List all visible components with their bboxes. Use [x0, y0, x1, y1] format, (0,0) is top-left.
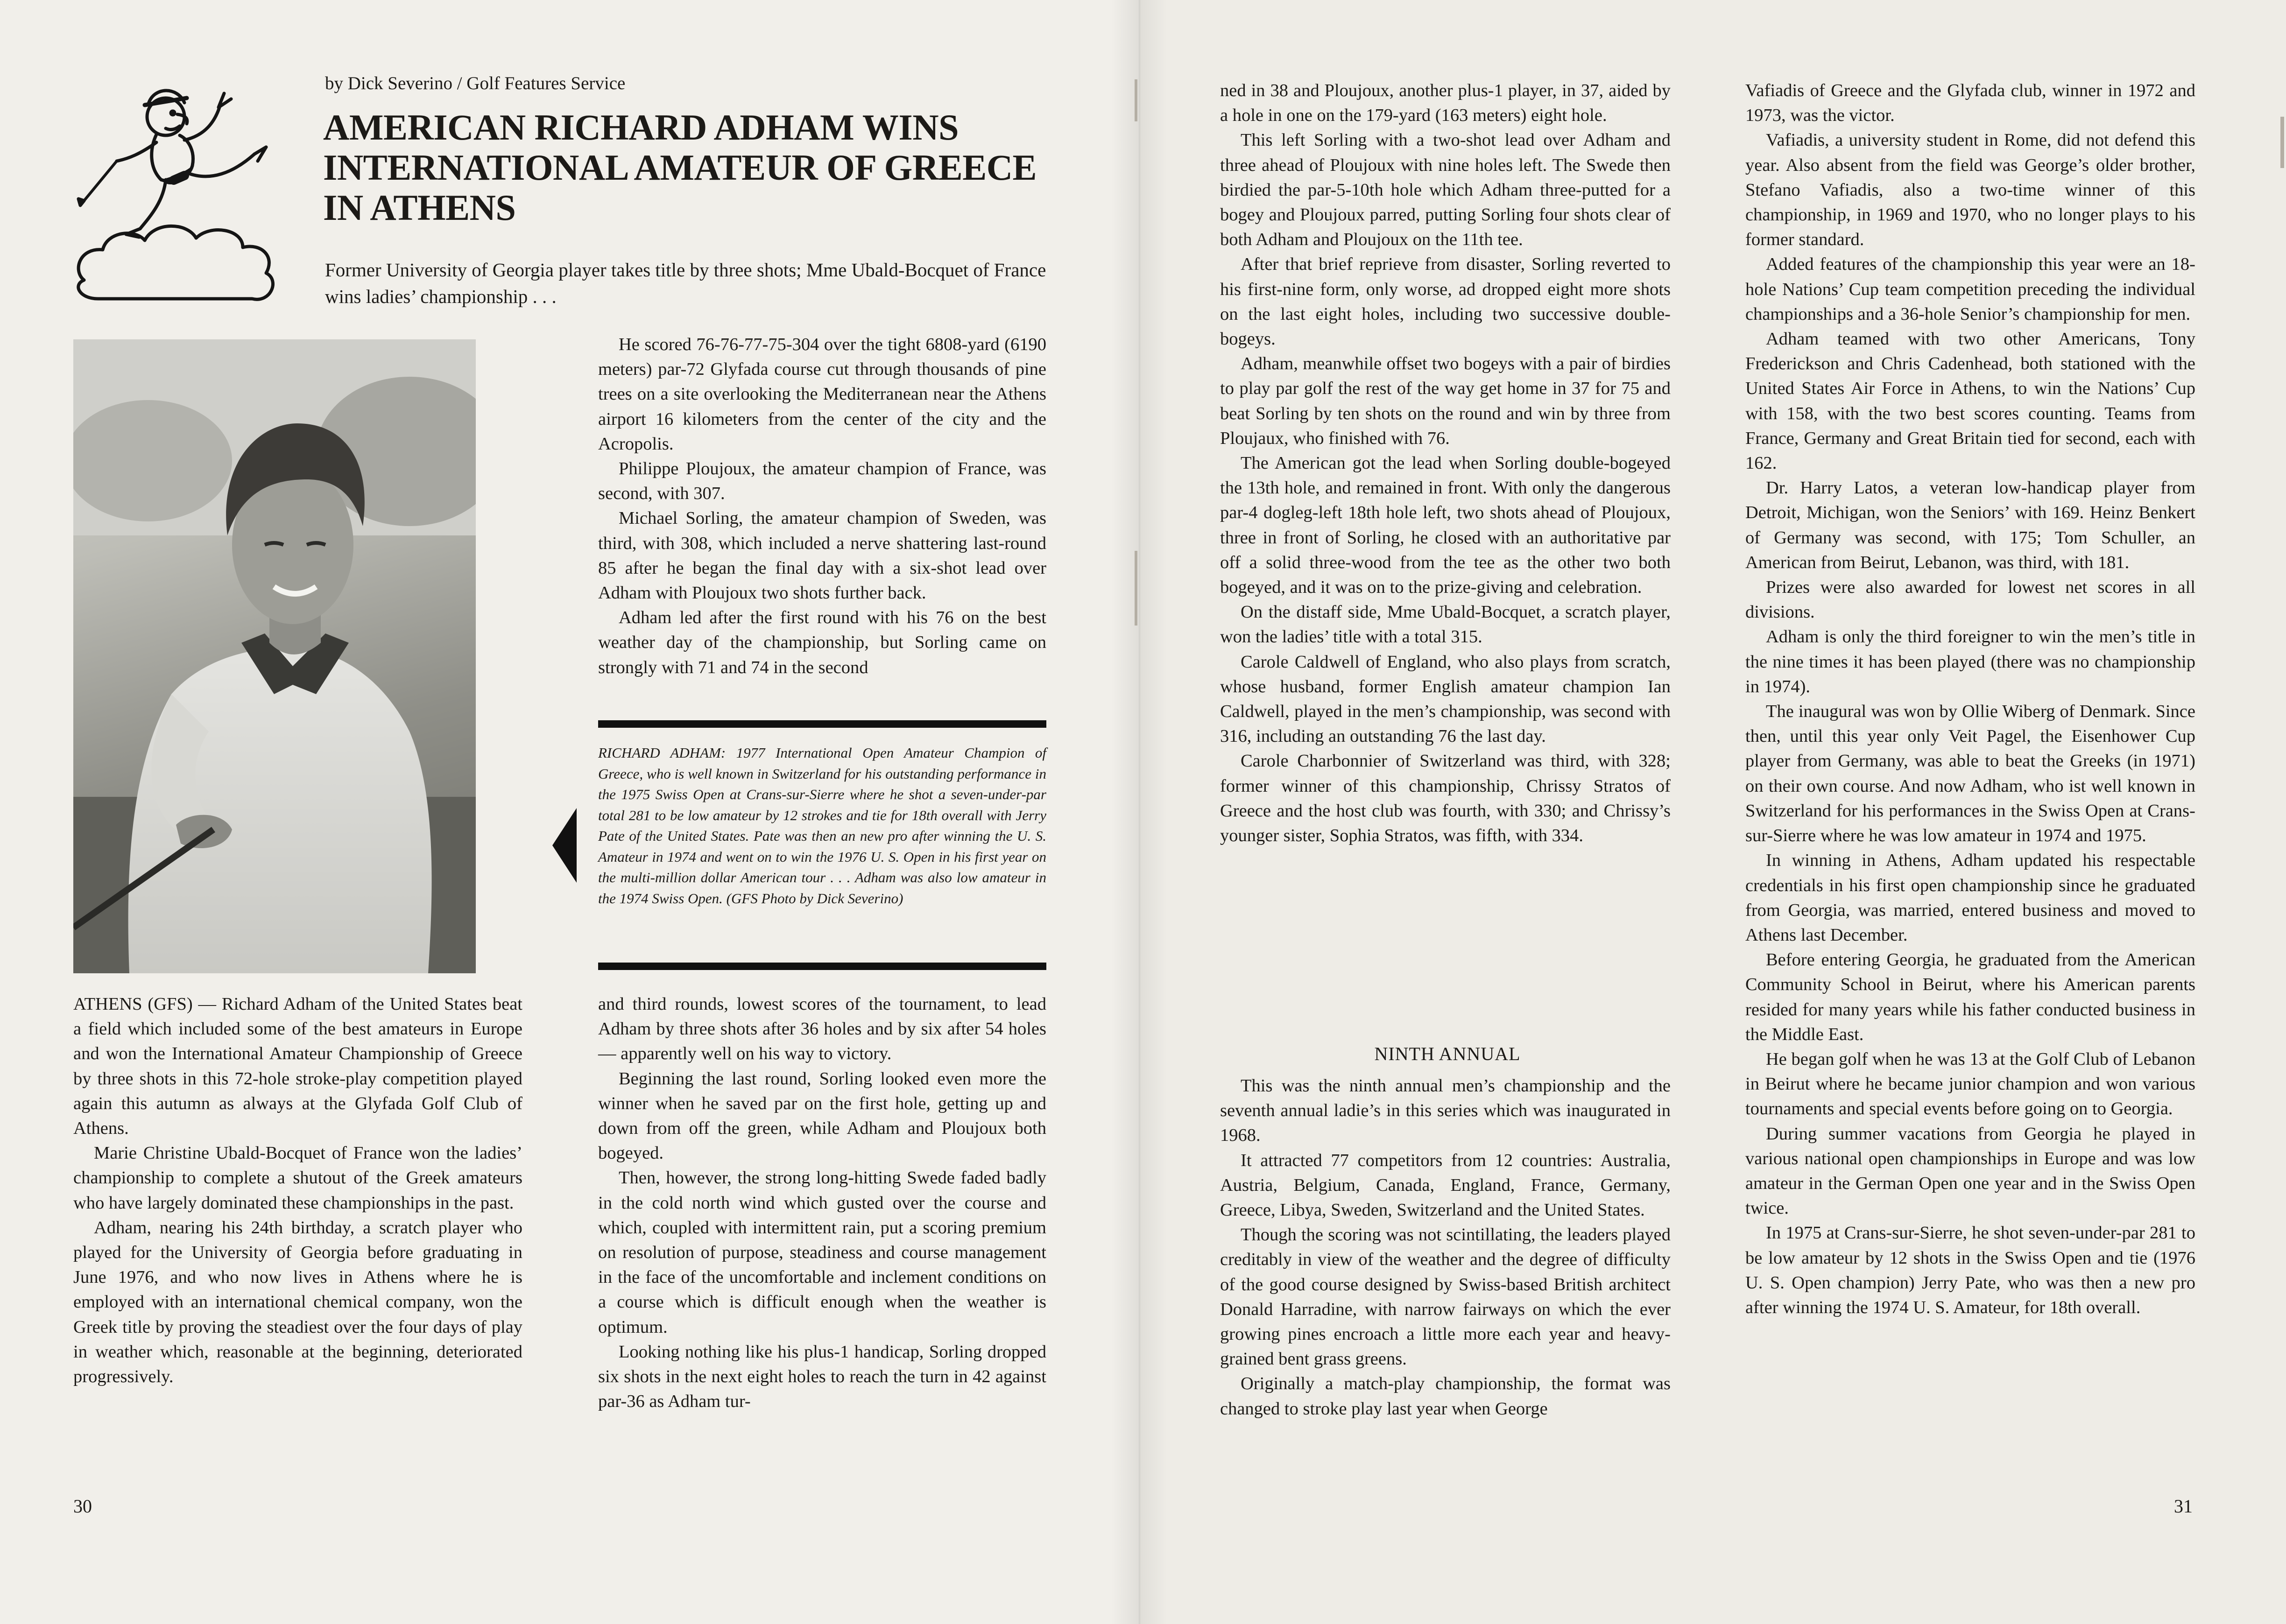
article-paragraph: After that brief reprieve from disaster, Sorling reverted to his first-nine form, only worse, ad dropped eight more shots on the last eight holes, including two successive double-bogeys. — [1220, 254, 1671, 349]
article-column-3-bottom — [1220, 1074, 1671, 1421]
article-paragraph: The inaugural was won by Ollie Wiberg of Denmark. Since then, until this year only Veit Pagel, the Eisenhower Cup player from Germany, was able to beat the Greeks (in 1971) on their own course. And now Adham, who ist well known in Switzerland for his performances in the Swiss Open at Crans-sur-Sierre where he was low amateur in 1974 and 1975. — [1745, 702, 2195, 846]
section-subhead: NINTH ANNUAL — [1374, 1043, 1521, 1064]
deck-text: Former University of Georgia player takes title by three shots; Mme Ubald-Bocquet of France wins ladies’ championship . . . — [325, 259, 1046, 307]
article-paragraph: Adham is only the third foreigner to win the men’s title in the nine times it has been played (there was no championship in 1974). — [1745, 627, 2195, 696]
article-paragraph: In 1975 at Crans-sur-Sierre, he shot seven-under-par 281 to be low amateur by 12 shots in the Swiss Open and tie (1976 U. S. Open champion) Jerry Pate, who was then a new pro after winning the 1974 U. S. Amateur, for 18th overall. — [1745, 1223, 2195, 1317]
article-paragraph: Looking nothing like his plus-1 handicap, Sorling dropped six shots in the next eight holes to reach the turn in 42 against par-36 as Adham tur- — [598, 1342, 1046, 1412]
page-number-left: 30 — [73, 1496, 92, 1517]
photo-caption-box — [598, 720, 1046, 970]
golfer-photo-illustration — [73, 339, 476, 973]
article-paragraph: In winning in Athens, Adham updated his respectable credentials in his first open championship since he graduated from Georgia, was married, entered business and moved to Athens last December. — [1745, 851, 2195, 945]
headline-line: IN ATHENS — [323, 187, 516, 228]
article-paragraph: The American got the lead when Sorling double-bogeyed the 13th hole, and remained in front. With only the dangerous par-4 dogleg-left 18th hole left, two shots ahead of Ploujoux, three in front of Sorling, he closed with an authoritative par off a solid three-wood from the tee as the other two both bogeyed, and it was on to the prize-giving and celebration. — [1220, 453, 1671, 598]
article-paragraph: Carole Caldwell of England, who also plays from scratch, whose husband, former English amateur champion Ian Caldwell, played in the men’s championship, was second with 316, including an outstanding 76 the last day. — [1220, 652, 1671, 746]
article-column-2-bottom — [598, 992, 1046, 1414]
article-paragraph: Vafiadis, a university student in Rome, did not defend this year. Also absent from the field was George’s older brother, Stefano Vafiadis, also a two-time winner of this championship, in 1969 and 1970, who no longer plays to his former standard. — [1745, 130, 2195, 250]
article-paragraph: During summer vacations from Georgia he played in various national open championships in Europe and was low amateur in the German Open one year and in the Swiss Open twice. — [1745, 1124, 2195, 1218]
article-paragraph: Dr. Harry Latos, a veteran low-handicap player from Detroit, Michigan, won the Seniors’ with 169. Heinz Benkert of Germany was second, with 175; Tom Schuller, an American from Beirut, Lebanon, was third, with 181. — [1745, 478, 2195, 572]
caption-rule — [598, 963, 1046, 970]
article-paragraph: This left Sorling with a two-shot lead over Adham and three ahead of Ploujoux with nine holes left. The Swede then birdied the par-5-10th hole which Adham three-putted for a bogey and Ploujoux parred, putting Sorling four shots clear of both Adham and Ploujoux on the 11th tee. — [1220, 130, 1671, 250]
headline-line: AMERICAN RICHARD ADHAM WINS — [323, 107, 959, 148]
article-paragraph: This was the ninth annual men’s championship and the seventh annual ladie’s in this series which was inaugurated in 1968. — [1220, 1076, 1671, 1146]
article-paragraph: Adham, meanwhile offset two bogeys with a pair of birdies to play par golf the rest of the way get home in 37 for 75 and beat Sorling by ten shots on the round and win by three from Ploujaux, who finished with 76. — [1220, 354, 1671, 448]
caption-rule — [598, 720, 1046, 728]
article-paragraph: Philippe Ploujoux, the amateur champion of France, was second, with 307. — [598, 459, 1046, 504]
golfer-photo — [73, 339, 476, 973]
byline: by Dick Severino / Golf Features Service — [325, 73, 626, 93]
article-paragraph: On the distaff side, Mme Ubald-Bocquet, a scratch player, won the ladies’ title with a total 315. — [1220, 602, 1671, 647]
article-paragraph: Vafiadis of Greece and the Glyfada club, winner in 1972 and 1973, was the victor. — [1745, 81, 2195, 126]
article-paragraph: Adham teamed with two other Americans, Tony Frederickson and Chris Cadenhead, both stationed with the United States Air Force in Athens, to win the Nations’ Cup with 158, with the two best scores counting. Teams from France, Germany and Great Britain tied for second, each with 162. — [1745, 329, 2195, 473]
article-paragraph: Adham led after the first round with his 76 on the best weather day of the championship, but Sorling came on strongly with 71 and 74 in the second — [598, 608, 1046, 677]
caption-pointer-icon — [552, 808, 577, 883]
article-paragraph: ATHENS (GFS) — Richard Adham of the United States beat a field which included some of the best amateurs in Europe and won the International Amateur Championship of Greece by three shots in this 72-hole stroke-play competition played again this autumn as always at the Glyfada Golf Club of Athens. — [73, 994, 522, 1139]
page-number-right: 31 — [2174, 1496, 2193, 1517]
golf-cartoon-logo — [70, 61, 313, 308]
binding-mark — [1135, 79, 1137, 121]
article-paragraph: He scored 76-76-77-75-304 over the tight 6808-yard (6190 meters) par-72 Glyfada course cut through thousands of pine trees on a site overlooking the Mediterranean near the Athens airport 16 kilometers from the center of the city and the Acropolis. — [598, 335, 1046, 454]
article-paragraph: Before entering Georgia, he graduated from the American Community School in Beirut, where his American parents resided for many years while his father conducted business in the Middle East. — [1745, 950, 2195, 1044]
article-paragraph: Added features of the championship this year were an 18-hole Nations’ Cup team competition preceding the individual championships and a 36-hole Senior’s championship for men. — [1745, 254, 2195, 324]
article-paragraph: Then, however, the strong long-hitting Swede faded badly in the cold north wind which gusted over the course and which, coupled with intermittent rain, put a scoring premium on resolution of purpose, steadiness and course management in the face of the uncomfortable and inclement conditions on a course which is difficult enough when the weather is optimum. — [598, 1168, 1046, 1337]
headline-line: INTERNATIONAL AMATEUR OF GREECE — [323, 147, 1037, 188]
article-paragraph: Beginning the last round, Sorling looked even more the winner when he saved par on the first hole, getting up and down from off the green, while Adham and Ploujoux both bogeyed. — [598, 1069, 1046, 1163]
photo-caption: RICHARD ADHAM: 1977 International Open Amateur Champion of Greece, who is well known in Switzerland for his outstanding performance in the 1975 Swiss Open at Crans-sur-Sierre where he shot a seven-under-par total 281 to be low amateur by 12 strokes and tie for 18th overall with Jerry Pate of the United States. Pate was then an new pro after winning the U. S. Amateur in 1974 and went on to win the 1976 U. S. Open in his first year on the multi-million dollar American tour . . . Adham was also low amateur in the 1974 Swiss Open. (GFS Photo by Dick Severino) — [598, 745, 1046, 907]
page-edge-mark — [2280, 117, 2284, 168]
article-paragraph: Carole Charbonnier of Switzerland was third, with 328; former winner of this championship, Chrissy Stratos of Greece and the host club was fourth, with 330; and Chrissy’s younger sister, Sophia Stratos, was fifth, with 334. — [1220, 751, 1671, 846]
headline — [323, 107, 1080, 228]
article-paragraph: ned in 38 and Ploujoux, another plus-1 player, in 37, aided by a hole in one on the 179-yard (163 meters) eight hole. — [1220, 81, 1671, 126]
page-gutter — [1111, 0, 1167, 1624]
article-paragraph: Michael Sorling, the amateur champion of Sweden, was third, with 308, which included a nerve shattering last-round 85 after he began the final day with a six-shot lead over Adham with Ploujoux two shots further back. — [598, 508, 1046, 603]
article-paragraph: and third rounds, lowest scores of the tournament, to lead Adham by three shots after 36 holes and by six after 54 holes — apparently well on his way to victory. — [598, 994, 1046, 1064]
article-column-4 — [1745, 78, 2195, 1320]
article-paragraph: It attracted 77 competitors from 12 countries: Australia, Austria, Belgium, Canada, England, France, Germany, Greece, Libya, Sweden, Switzerland and the United States. — [1220, 1150, 1671, 1220]
article-column-2-top — [598, 332, 1046, 680]
article-column-1 — [73, 992, 522, 1389]
article-paragraph: Originally a match-play championship, the format was changed to stroke play last year when George — [1220, 1374, 1671, 1419]
article-paragraph: Marie Christine Ubald-Bocquet of France won the ladies’ championship to complete a shutout of the Greek amateurs who have largely dominated these championships in the past. — [73, 1143, 522, 1213]
article-column-3-top — [1220, 78, 1671, 848]
article-paragraph: He began golf when he was 13 at the Golf Club of Lebanon in Beirut where he became junior champion and won various tournaments and special events before going on to Georgia. — [1745, 1049, 2195, 1119]
article-paragraph: Prizes were also awarded for lowest net scores in all divisions. — [1745, 577, 2195, 622]
binding-mark — [1135, 551, 1137, 626]
article-paragraph: Adham, nearing his 24th birthday, a scratch player who played for the University of Georgia before graduating in June 1976, and who now lives in Athens where he is employed with an international chemical company, won the Greek title by proving the steadiest over the four days of play in weather which, reasonable at the beginning, deteriorated progressively. — [73, 1217, 522, 1387]
article-paragraph: Though the scoring was not scintillating, the leaders played creditably in view of the weather and the degree of difficulty of the good course designed by Swiss-based British architect Donald Harradine, with narrow fairways on which the ever growing pines encroach a little more each year and heavy-grained bent grass greens. — [1220, 1225, 1671, 1369]
